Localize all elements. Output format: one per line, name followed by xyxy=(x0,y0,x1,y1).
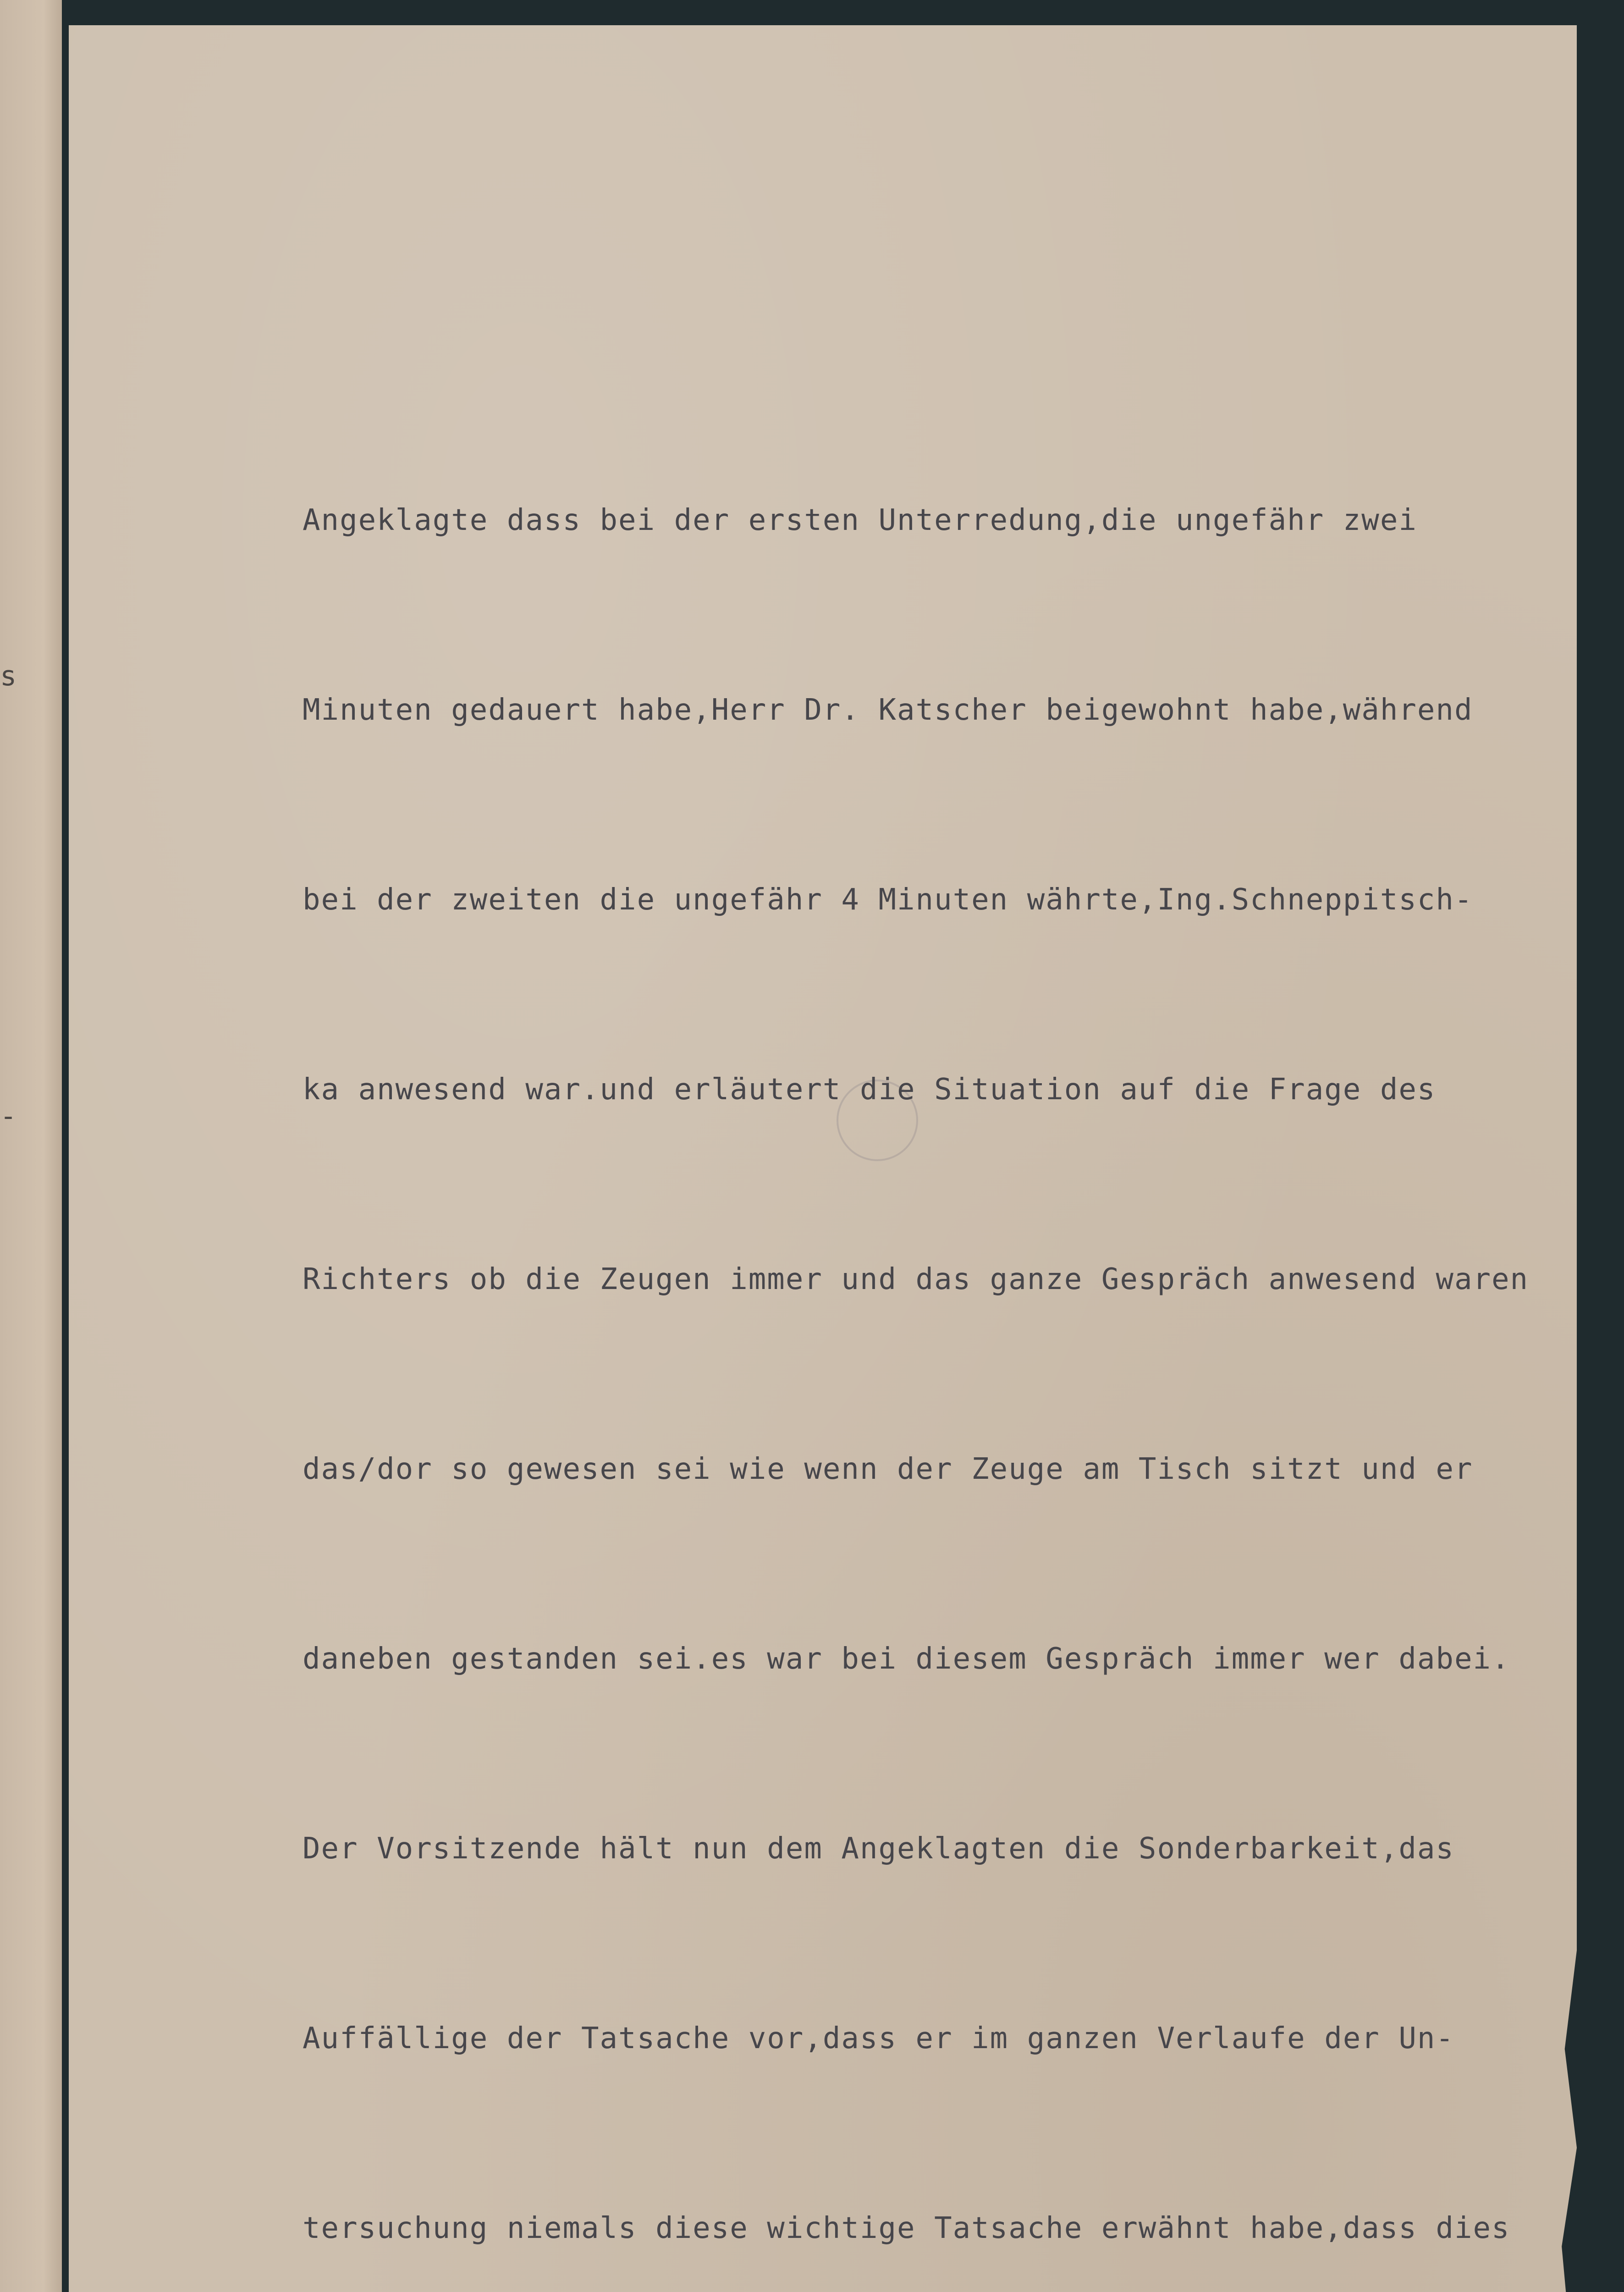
text-line: tersuchung niemals diese wichtige Tatsache erwähnt habe,dass dies xyxy=(303,2211,1510,2245)
text-line: Angeklagte dass bei der ersten Unterredung,die ungefähr zwei xyxy=(303,503,1417,537)
previous-page-edge xyxy=(0,0,62,2292)
typed-text-block xyxy=(303,362,1568,2292)
text-line: daneben gestanden sei.es war bei diesem Gespräch immer wer dabei. xyxy=(303,1642,1510,1676)
edge-text-fragment: - xyxy=(0,1100,17,1132)
text-line: bei der zweiten die ungefähr 4 Minuten währte,Ing.Schneppitsch- xyxy=(303,883,1473,917)
edge-text-fragment: s xyxy=(0,660,17,692)
text-line: Der Vorsitzende hält nun dem Angeklagten die Sonderbarkeit,das xyxy=(303,1832,1454,1866)
text-line: Auffällige der Tatsache vor,dass er im ganzen Verlaufe der Un- xyxy=(303,2022,1454,2055)
text-line: das/dor so gewesen sei wie wenn der Zeuge am Tisch sitzt und er xyxy=(303,1452,1473,1486)
text-line: ka anwesend war.und erläutert die Situation auf die Frage des xyxy=(303,1073,1436,1107)
text-line: Richters ob die Zeugen immer und das ganze Gespräch anwesend waren xyxy=(303,1262,1529,1296)
text-line: Minuten gedauert habe,Herr Dr. Katscher beigewohnt habe,während xyxy=(303,693,1473,727)
